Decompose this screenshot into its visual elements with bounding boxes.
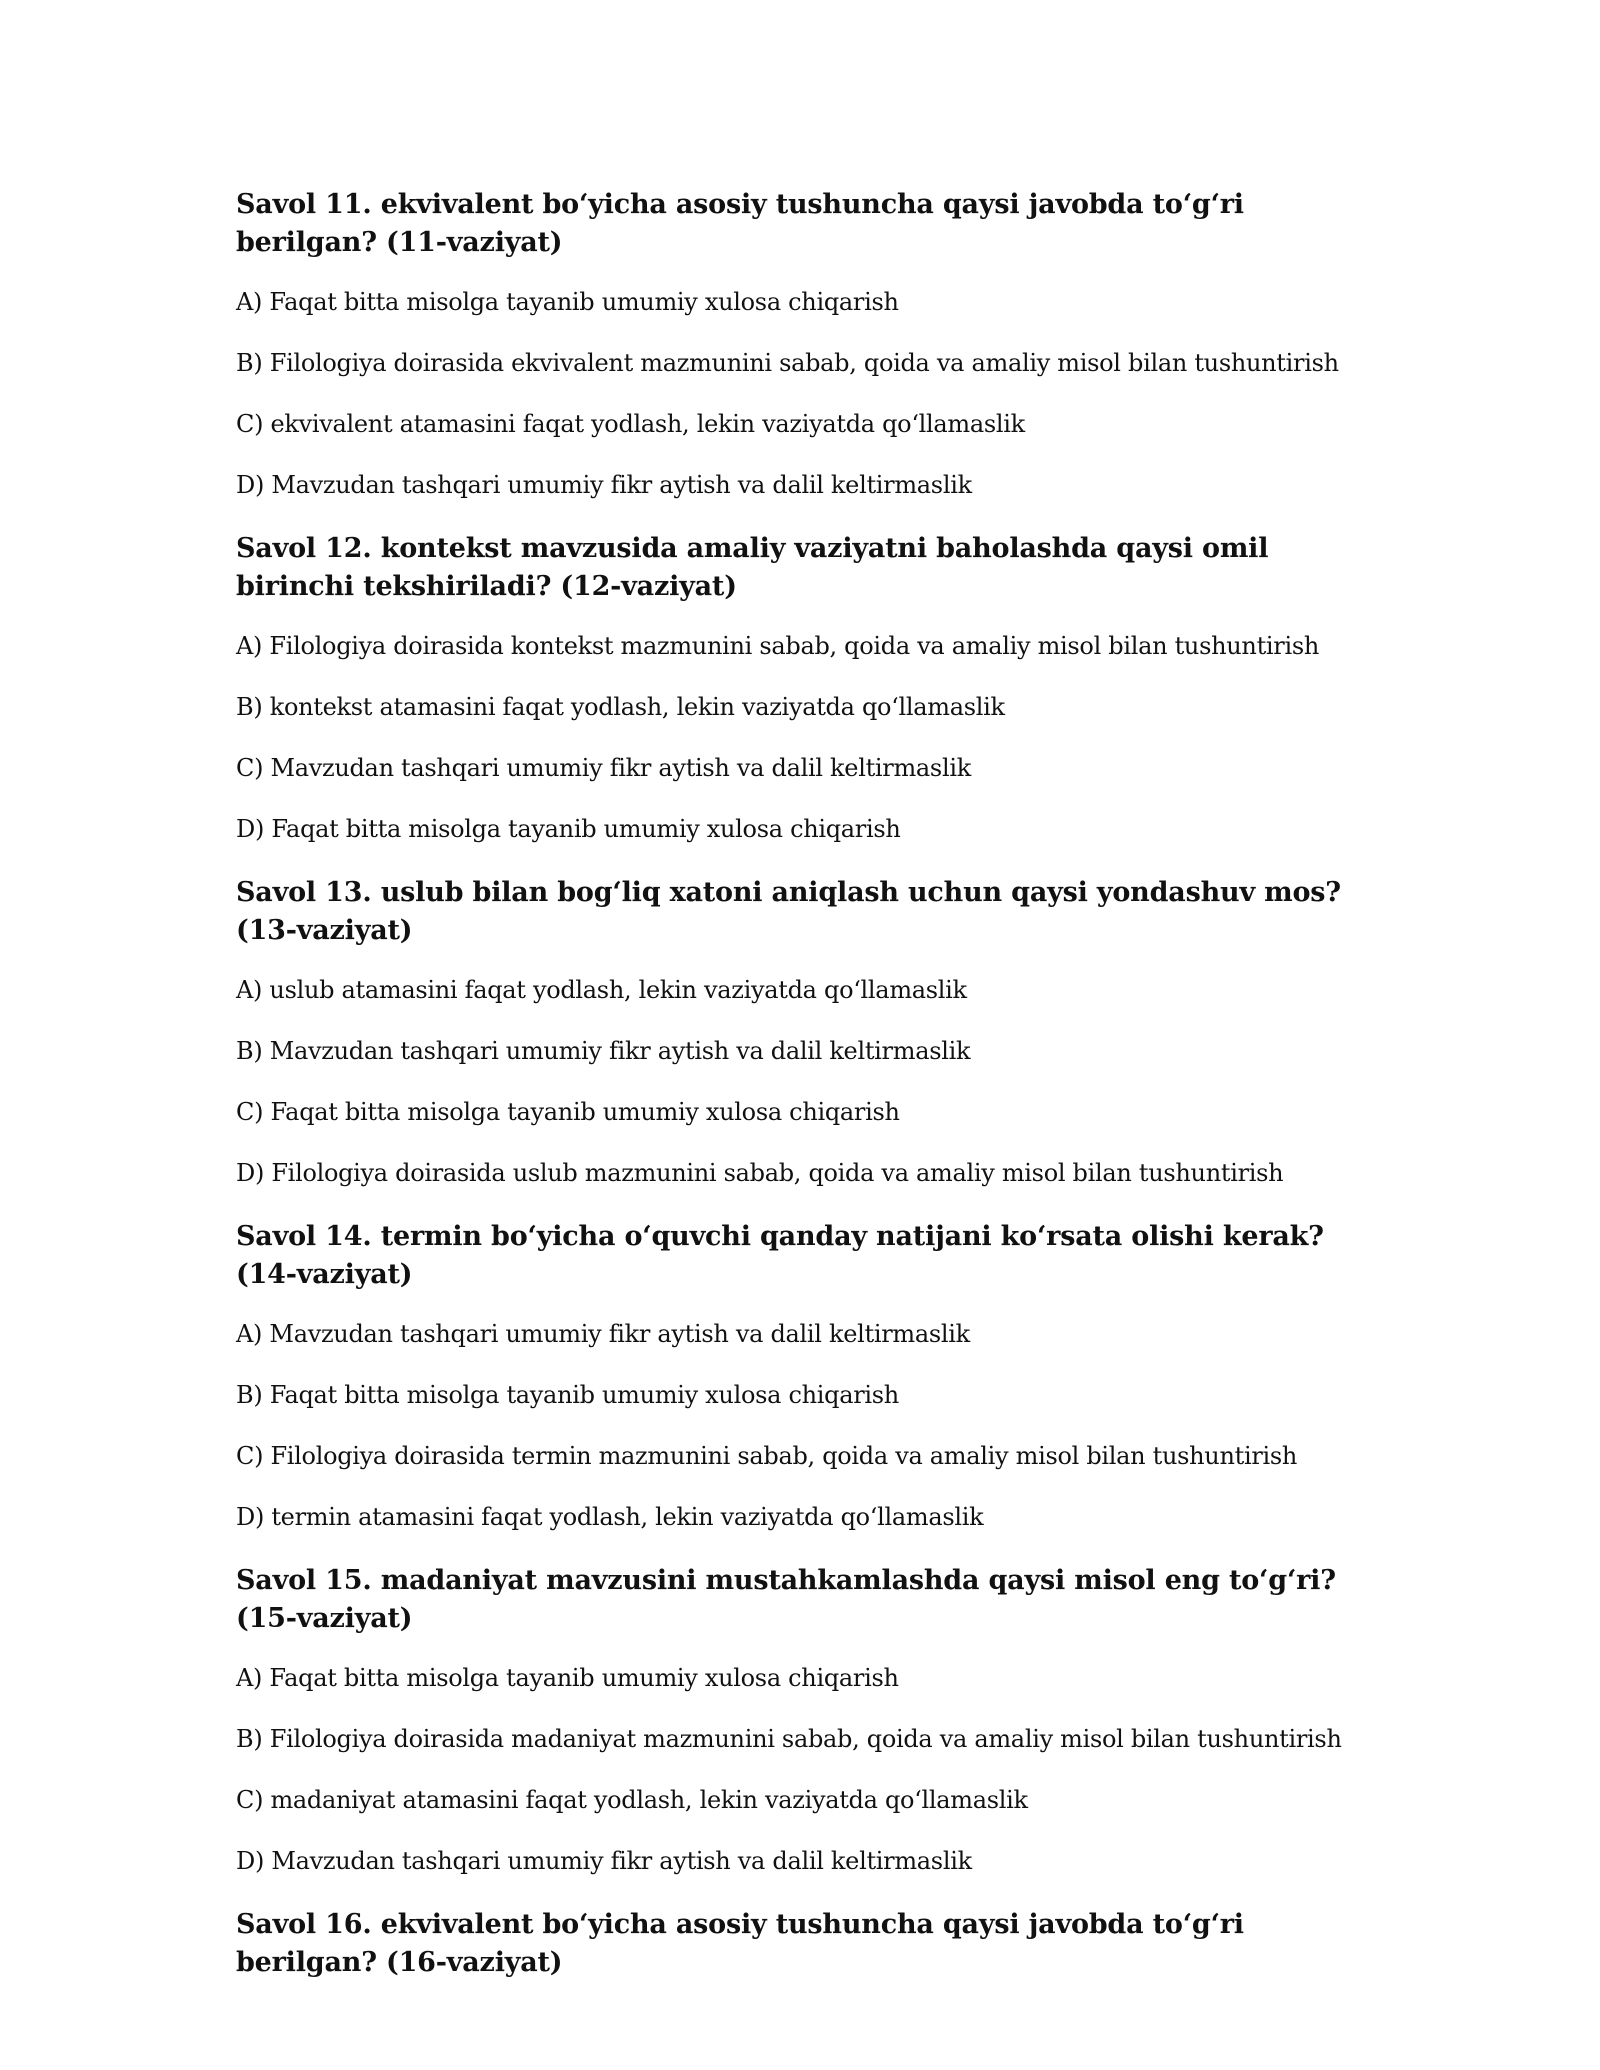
document-page xyxy=(236,186,1356,2006)
question-12 xyxy=(236,530,1356,845)
question-title: Savol 16. ekvivalent bo‘yicha asosiy tushuncha qaysi javobda to‘g‘ri berilgan? (16-vaziyat) xyxy=(236,1909,1244,1978)
answer-option-b: B) kontekst atamasini faqat yodlash, lekin vaziyatda qo‘llamaslik xyxy=(236,693,1005,721)
question-14 xyxy=(236,1218,1356,1533)
answer-option-b: B) Filologiya doirasida ekvivalent mazmunini sabab, qoida va amaliy misol bilan tushuntirish xyxy=(236,349,1339,377)
answer-option-b: B) Filologiya doirasida madaniyat mazmunini sabab, qoida va amaliy misol bilan tushuntirish xyxy=(236,1725,1342,1753)
question-title: Savol 15. madaniyat mavzusini mustahkamlashda qaysi misol eng to‘g‘ri? (15-vaziyat) xyxy=(236,1565,1336,1634)
answer-option-c: C) madaniyat atamasini faqat yodlash, lekin vaziyatda qo‘llamaslik xyxy=(236,1786,1028,1814)
question-13 xyxy=(236,874,1356,1189)
answer-option-c: C) Filologiya doirasida termin mazmunini sabab, qoida va amaliy misol bilan tushuntirish xyxy=(236,1442,1298,1470)
answer-option-a: A) uslub atamasini faqat yodlash, lekin vaziyatda qo‘llamaslik xyxy=(236,976,967,1004)
answer-option-c: C) Mavzudan tashqari umumiy fikr aytish va dalil keltirmaslik xyxy=(236,754,971,782)
answer-option-a: A) Faqat bitta misolga tayanib umumiy xulosa chiqarish xyxy=(236,1664,899,1692)
question-title: Savol 12. kontekst mavzusida amaliy vaziyatni baholashda qaysi omil birinchi tekshiriladi? (12-vaziyat) xyxy=(236,533,1269,602)
answer-option-c: C) Faqat bitta misolga tayanib umumiy xulosa chiqarish xyxy=(236,1098,900,1126)
answer-option-a: A) Faqat bitta misolga tayanib umumiy xulosa chiqarish xyxy=(236,288,899,316)
question-15 xyxy=(236,1562,1356,1877)
answer-option-a: A) Mavzudan tashqari umumiy fikr aytish va dalil keltirmaslik xyxy=(236,1320,970,1348)
question-11 xyxy=(236,186,1356,501)
question-title: Savol 13. uslub bilan bog‘liq xatoni aniqlash uchun qaysi yondashuv mos? (13-vaziyat) xyxy=(236,877,1341,946)
answer-option-d: D) Mavzudan tashqari umumiy fikr aytish va dalil keltirmaslik xyxy=(236,1847,972,1875)
answer-option-d: D) termin atamasini faqat yodlash, lekin vaziyatda qo‘llamaslik xyxy=(236,1503,984,1531)
answer-option-d: D) Mavzudan tashqari umumiy fikr aytish va dalil keltirmaslik xyxy=(236,471,972,499)
question-title: Savol 11. ekvivalent bo‘yicha asosiy tushuncha qaysi javobda to‘g‘ri berilgan? (11-vaziyat) xyxy=(236,189,1244,258)
question-16 xyxy=(236,1906,1356,1982)
answer-option-c: C) ekvivalent atamasini faqat yodlash, lekin vaziyatda qo‘llamaslik xyxy=(236,410,1025,438)
answer-option-d: D) Faqat bitta misolga tayanib umumiy xulosa chiqarish xyxy=(236,815,901,843)
answer-option-a: A) Filologiya doirasida kontekst mazmunini sabab, qoida va amaliy misol bilan tushuntirish xyxy=(236,632,1320,660)
answer-option-b: B) Mavzudan tashqari umumiy fikr aytish va dalil keltirmaslik xyxy=(236,1037,971,1065)
question-title: Savol 14. termin bo‘yicha o‘quvchi qanday natijani ko‘rsata olishi kerak? (14-vaziyat) xyxy=(236,1221,1324,1290)
answer-option-b: B) Faqat bitta misolga tayanib umumiy xulosa chiqarish xyxy=(236,1381,899,1409)
answer-option-d: D) Filologiya doirasida uslub mazmunini sabab, qoida va amaliy misol bilan tushuntirish xyxy=(236,1159,1284,1187)
